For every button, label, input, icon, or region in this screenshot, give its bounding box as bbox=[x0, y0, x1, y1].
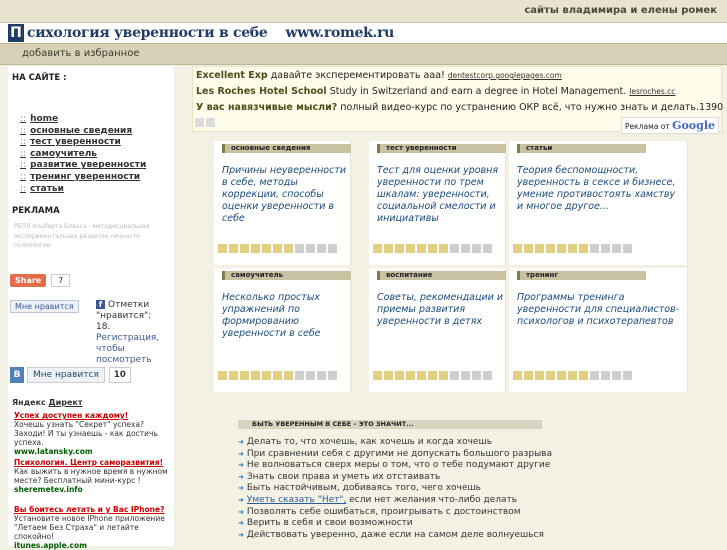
card-tab[interactable]: самоучитель bbox=[222, 271, 351, 280]
logo-letter: П bbox=[8, 24, 24, 42]
list-item: ➜ Быть настойчивым, добиваясь того, чего хочешь bbox=[238, 483, 481, 494]
favorites-bar bbox=[0, 43, 727, 65]
yandex-ad-2[interactable]: Психология. Центр саморазвития! Как выжить в нужное время в нужном месте? Бесплатный мини-курс ! sheremetev.info bbox=[14, 458, 168, 494]
add-favorites-link[interactable]: добавить в избранное bbox=[22, 48, 140, 59]
card-tab[interactable]: основные сведения bbox=[222, 144, 351, 153]
list-item: ➜ Делать то, что хочешь, как хочешь и когда хочешь bbox=[238, 437, 493, 447]
facebook-icon: f bbox=[96, 300, 105, 309]
card-training[interactable] bbox=[509, 268, 688, 392]
top-bar bbox=[0, 0, 727, 23]
nav-item-test[interactable]: :: тест уверенности bbox=[20, 137, 121, 148]
fb-view-link[interactable]: чтобы посмотреть bbox=[96, 344, 152, 365]
fb-likes-box bbox=[96, 300, 174, 366]
card-self-study[interactable] bbox=[214, 268, 351, 392]
card-text[interactable]: Советы, рекомендации и приемы развития уверенности в детях bbox=[377, 292, 504, 327]
share-count: 7 bbox=[51, 274, 70, 287]
share-button[interactable]: Share bbox=[10, 274, 46, 287]
google-ad-2[interactable]: Les Roches Hotel School Study in Switzerland and earn a degree in Hotel Management. lesroches.cc bbox=[196, 86, 676, 97]
nav-item-home[interactable]: :: home bbox=[20, 114, 59, 124]
sidebar bbox=[8, 66, 174, 550]
card-text[interactable]: Несколько простых упражнений по формированию уверенности в себе bbox=[222, 292, 321, 339]
card-dots bbox=[373, 371, 492, 380]
ads-nav bbox=[195, 118, 215, 127]
site-url: www.romek.ru bbox=[285, 25, 395, 41]
fb-register-link[interactable]: Регистрация, bbox=[96, 333, 160, 343]
card-tab[interactable]: тест уверенности bbox=[377, 144, 506, 153]
site-nav bbox=[20, 114, 146, 195]
card-test[interactable] bbox=[369, 141, 506, 265]
say-no-link[interactable]: Уметь сказать "Нет", bbox=[246, 494, 347, 505]
card-dots bbox=[218, 244, 337, 253]
google-ad-3[interactable]: У вас навязчивые мысли? полный видео-курс по устранению ОКР всё, что нужно знать и делать.1390 bbox=[196, 102, 724, 113]
card-basics[interactable] bbox=[214, 141, 351, 265]
list-item: ➜ Позволять себе ошибаться, проигрывать с достоинством bbox=[238, 506, 521, 517]
card-text[interactable]: Теория беспомощности, уверенность в сексе и бизнесе, умение противостоять хамству и многое другое... bbox=[517, 165, 676, 212]
google-ad-1[interactable]: Excellent Exp давайте эксперементировать ааа! dentestcorp.googlepages.com bbox=[196, 70, 562, 81]
card-tab[interactable]: статьи bbox=[517, 144, 646, 153]
ads-next-arrow-icon[interactable] bbox=[206, 118, 215, 127]
card-articles[interactable] bbox=[509, 141, 688, 265]
list-item: ➜ Действовать уверенно, даже если на самом деле волнуешься bbox=[238, 529, 544, 540]
fb-likes-title: Отметки "нравится": bbox=[96, 300, 152, 321]
card-dots bbox=[513, 244, 632, 253]
card-text[interactable]: Программы тренинга уверенности для специалистов-психологов и психотерапевтов bbox=[517, 292, 680, 327]
vk-like-button[interactable]: Мне нравится bbox=[27, 367, 105, 383]
share-widget bbox=[10, 274, 70, 287]
yandex-ad-3[interactable]: Вы боитесь летать и у Вас IPhone? Установите новое IPhone приложение "Летаем Без Страха" и летайте спокойно! itunes.apple.com bbox=[14, 505, 165, 550]
yandex-direct-heading[interactable]: Яндекс Директ bbox=[12, 398, 83, 407]
list-item: ➜ При сравнении себя с другими не допускать большого разрыва bbox=[238, 448, 553, 459]
nav-item-training[interactable]: :: тренинг уверенности bbox=[20, 171, 141, 182]
card-dots bbox=[513, 371, 632, 380]
card-tab[interactable]: тренинг bbox=[517, 271, 646, 280]
on-site-heading: НА САЙТЕ : bbox=[12, 73, 67, 83]
card-dots bbox=[218, 371, 337, 380]
card-text[interactable]: Тест для оценки уровня уверенности по трем шкалам: уверенности, социальной смелости и инициативы bbox=[377, 165, 499, 224]
list-item: ➜ Знать свои права и уметь их отстаивать bbox=[238, 471, 441, 482]
fb-like-button[interactable]: Мне нравится bbox=[10, 300, 79, 313]
ads-prev-arrow-icon[interactable] bbox=[195, 118, 204, 127]
ad-heading: РЕКЛАМА bbox=[12, 206, 60, 216]
list-item: ➜ Уметь сказать "Нет", если нет желания что-либо делать bbox=[238, 494, 518, 505]
sites-link[interactable]: сайты владимира и елены ромек bbox=[524, 5, 717, 16]
section-title: БЫТЬ УВЕРЕННЫМ В СЕБЕ – ЭТО ЗНАЧИТ... bbox=[238, 420, 542, 429]
card-upbringing[interactable] bbox=[369, 268, 506, 392]
site-logo[interactable] bbox=[8, 24, 394, 42]
nav-item-basics[interactable]: :: основные сведения bbox=[20, 125, 133, 136]
ads-by-google[interactable]: Реклама от Google bbox=[621, 117, 719, 134]
ad-text[interactable]: РЕПЛ Альберта Бланса - методисциальная экспериментальная развитие личности психологии bbox=[14, 223, 150, 249]
site-header bbox=[0, 23, 727, 43]
nav-item-articles[interactable]: :: статьи bbox=[20, 183, 64, 194]
list-item: ➜ Верить в себя и свои возможности bbox=[238, 518, 413, 529]
confidence-list bbox=[238, 437, 552, 541]
card-tab[interactable]: воспитание bbox=[377, 271, 506, 280]
google-ads-box bbox=[192, 66, 722, 132]
nav-item-self-study[interactable]: :: самоучитель bbox=[20, 148, 97, 159]
vk-widget bbox=[10, 367, 131, 383]
list-item: ➜ Не волноваться сверх меры о том, что о тебе подумают другие bbox=[238, 460, 551, 471]
fb-likes-count: 18. bbox=[96, 322, 111, 332]
vk-like-count: 10 bbox=[109, 367, 131, 383]
nav-item-development[interactable]: :: развитие уверенности bbox=[20, 160, 147, 171]
card-text[interactable]: Причины неуверенности в себе, методы коррекции, способы оценки уверенности в себе bbox=[222, 165, 347, 224]
vk-icon: В bbox=[10, 367, 24, 383]
site-title: сихология уверенности в себе bbox=[27, 25, 268, 41]
yandex-ad-1[interactable]: Успех доступен каждому! Хочешь узнать "Секрет" успеха? Заходи! И ты узнаешь - как достичь успеха. www.latansky.com bbox=[14, 411, 158, 456]
card-dots bbox=[373, 244, 492, 253]
